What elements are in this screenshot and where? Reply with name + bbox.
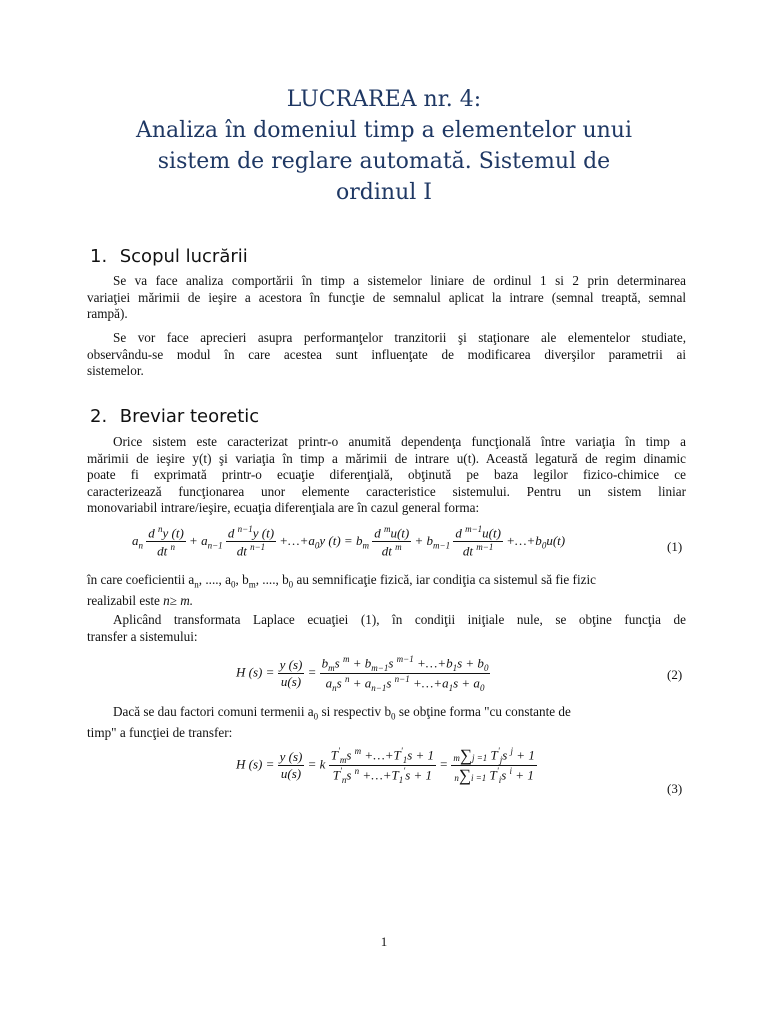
equation-2-number: (2) [667, 667, 683, 682]
text-fragment: Dacă se dau factori comuni termenii a [113, 704, 314, 719]
equation-2: H (s) = $\frac{y (s)}{u(s)}$ = $\frac{b_ms ^m + b_{m-1}s ^{m-1} +\dots+b_1s + b_0}{a_ns ^n + a_{n-1}s ^{n-1} +\dots+a_1s + a_0}$ [236, 654, 489, 693]
text-line: variaţiei mărimii de ieşire a acestora în funcţie de semnalul aplicat la intrare (semnal treaptă, semnal [87, 289, 686, 305]
equation-1: $a_n$ $\frac{d ^ny (t)}{dt ^n}$ + $a_{n-1}$ $\frac{d ^{n-1}y (t)}{dt ^{n-1}}$ $+\dots+a_0y$ $(t) = b_m$ $\frac{d ^mu(t)}{dt ^m}$ + $b_{m-1}$ $\frac{d ^{m-1}u(t)}{dt ^{m-1}}$ $+\dots+b_0u(t)$ [132, 524, 566, 559]
section-2-paragraph-1 [87, 434, 686, 517]
title-line-2: Analiza în domeniul timp a elementelor unui [136, 118, 632, 143]
equation-3: H (s) = $\frac{y (s)}{u(s)}$ = k $\frac{T'_ms ^m +\dots+T'_1s + 1}{T'_ns ^n +\dots+T_1's + 1}$ = $\frac{m\sum j =1 T'_js ^j + 1}{n\sum i =1 T'_is ^i + 1}$ [236, 746, 535, 786]
section-2-title: Breviar teoretic [119, 406, 260, 427]
text-line: Orice sistem este caracterizat printr-o anumită dependenţa funcţională între variaţia în timp a [113, 434, 686, 449]
section-1-paragraph-2 [87, 330, 686, 380]
text-line: observându-se modul în care acestea sunt influenţate de modificarea diverşilor parametrii ai [87, 346, 686, 362]
section-1-paragraph-1 [87, 273, 686, 323]
section-1-number: 1. [90, 246, 108, 267]
text-fragment: au semnificaţie fizică, iar condiţia ca sistemul să fie fizic [296, 572, 596, 587]
section-2-number: 2. [90, 406, 108, 427]
text-line: transfer a sistemului: [87, 628, 198, 644]
equation-3-number: (3) [667, 781, 683, 796]
text-fragment: timp" a funcţiei de transfer: [87, 725, 233, 741]
text-fragment: si respectiv b [321, 704, 392, 719]
title-line-3: sistem de reglare automată. Sistemul de [157, 149, 611, 174]
section-2-paragraph-2: în care coeficientii $a_n$, ...., $a_0$, $b_m$, ...., $b_0$ au semnificaţie fizică, iar condiţia ca sistemul să fie fizic realizabil este n≥ m. [87, 572, 596, 609]
page-number: 1 [380, 934, 388, 949]
section-1-heading [90, 246, 248, 267]
text-fragment: realizabil este [87, 593, 160, 609]
text-fragment: în care coeficientii a [87, 572, 195, 587]
equation-1-number: (1) [667, 539, 683, 554]
text-line: caracterizează funcţionarea unor elemente caracteristice sistemului. Pentru un sistem liniar [87, 483, 686, 499]
text-line: rampă). [87, 306, 128, 321]
text-line: monovariabil intrare/ieşire, ecuaţia diferenţiala are în cazul general forma: [87, 500, 480, 515]
section-2-heading [90, 406, 259, 427]
text-line: Se va face analiza comportării în timp a sistemelor liniare de ordinul 1 si 2 prin determinarea [113, 273, 686, 288]
text-line: sistemelor. [87, 363, 144, 378]
text-line: Aplicând transformata Laplace ecuaţiei (1), în condiţii iniţiale nule, se obţine funcţia de [113, 612, 686, 627]
text-line: poate fi exprimată printr-o ecuaţie diferenţială, obţinută pe baza legilor fizico-chimice ce [87, 467, 686, 482]
text-line: mărimii de ieşire y(t) şi variaţia în timp a mărimii de intrare u(t). Această legatură de regim dinamic [87, 450, 686, 466]
title-line-1: LUCRAREA nr. 4: [286, 87, 482, 112]
section-1-title: Scopul lucrării [119, 246, 248, 267]
section-2-paragraph-3 [87, 612, 686, 645]
inline-condition: n≥ m. [163, 593, 194, 609]
text-line: Se vor face aprecieri asupra performanţelor tranzitorii şi staţionare ale elementelor studiate, [113, 330, 686, 345]
document-title [100, 84, 668, 208]
text-fragment: se obţine forma "cu constante de [398, 704, 571, 719]
section-2-paragraph-4: Dacă se dau factori comuni termenii $a_0$ si respectiv $b_0$ se obţine forma "cu constante de timp" a funcţiei de transfer: [87, 704, 571, 741]
title-line-4: ordinul I [336, 180, 432, 205]
